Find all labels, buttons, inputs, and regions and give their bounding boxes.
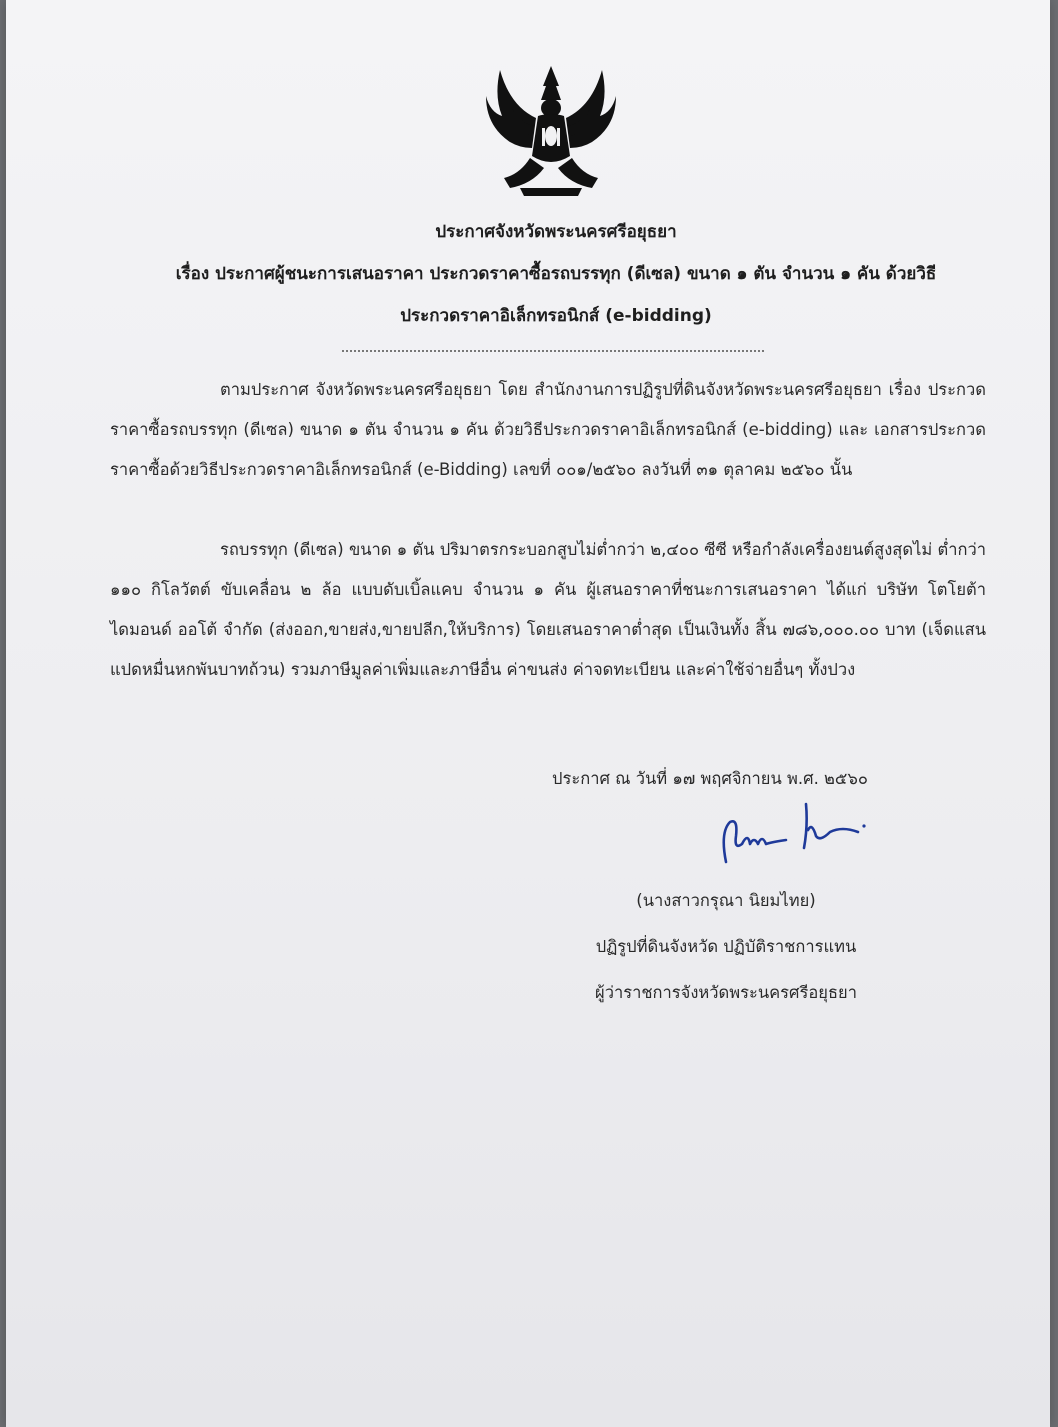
signer-position-1: ปฏิรูปที่ดินจังหวัด ปฏิบัติราชการแทน [595,937,857,956]
dotted-divider [342,350,764,352]
body-paragraph-2: รถบรรทุก (ดีเซล) ขนาด ๑ ตัน ปริมาตรกระบอกสูบไม่ต่ำกว่า ๒,๔๐๐ ซีซี หรือกำลังเครื่องยนต์สูงสุดไม่ ต่ำกว่า ๑๑๐ กิโลวัตต์ ขับเคลื่อน ๒ ล้อ แบบดับเบิ้ลแคบ จำนวน ๑ คัน ผู้เสนอราคาที่ชนะการเสนอราคา ได้แก่ บริษัท โตโยต้า ไดมอนด์ ออโต้ จำกัด (ส่งออก,ขายส่ง,ขายปลีก,ให้บริการ) โดยเสนอราคาต่ำสุด เป็นเงินทั้ง สิ้น ๗๘๖,๐๐๐.๐๐ บาท (เจ็ดแสนแปดหมื่นหกพันบาทถ้วน) รวมภาษีมูลค่าเพิ่มและภาษีอื่น ค่าขนส่ง ค่าจดทะเบียน และค่าใช้จ่ายอื่นๆ ทั้งปวง [110,540,987,679]
subject-line-2: ประกวดราคาอิเล็กทรอนิกส์ (e-bidding) [400,306,712,326]
signer-position-2: ผู้ว่าราชการจังหวัดพระนครศรีอยุธยา [595,983,857,1002]
announcement-title: ประกาศจังหวัดพระนครศรีอยุธยา [435,222,677,242]
document-page [6,0,1050,1427]
announcement-date: ประกาศ ณ วันที่ ๑๗ พฤศจิกายน พ.ศ. ๒๕๖๐ [552,769,868,788]
signer-name: (นางสาวกรุณา นิยมไทย) [636,891,816,910]
garuda-emblem-icon [480,56,622,206]
body-paragraph-1: ตามประกาศ จังหวัดพระนครศรีอยุธยา โดย สำนักงานการปฏิรูปที่ดินจังหวัดพระนครศรีอยุธยา เรื่อง ประกวดราคาซื้อรถบรรทุก (ดีเซล) ขนาด ๑ ตัน จำนวน ๑ คัน ด้วยวิธีประกวดราคาอิเล็กทรอนิกส์ (e-bidding) และ เอกสารประกวดราคาซื้อด้วยวิธีประกวดราคาอิเล็กทรอนิกส์ (e-Bidding) เลขที่ ๐๐๑/๒๕๖๐ ลงวันที่ ๓๑ ตุลาคม ๒๕๖๐ นั้น [110,380,986,479]
subject-line-1: เรื่อง ประกาศผู้ชนะการเสนอราคา ประกวดราคาซื้อรถบรรทุก (ดีเซล) ขนาด ๑ ตัน จำนวน ๑ คัน ด้วยวิธี [175,264,937,284]
handwritten-signature [712,792,882,872]
